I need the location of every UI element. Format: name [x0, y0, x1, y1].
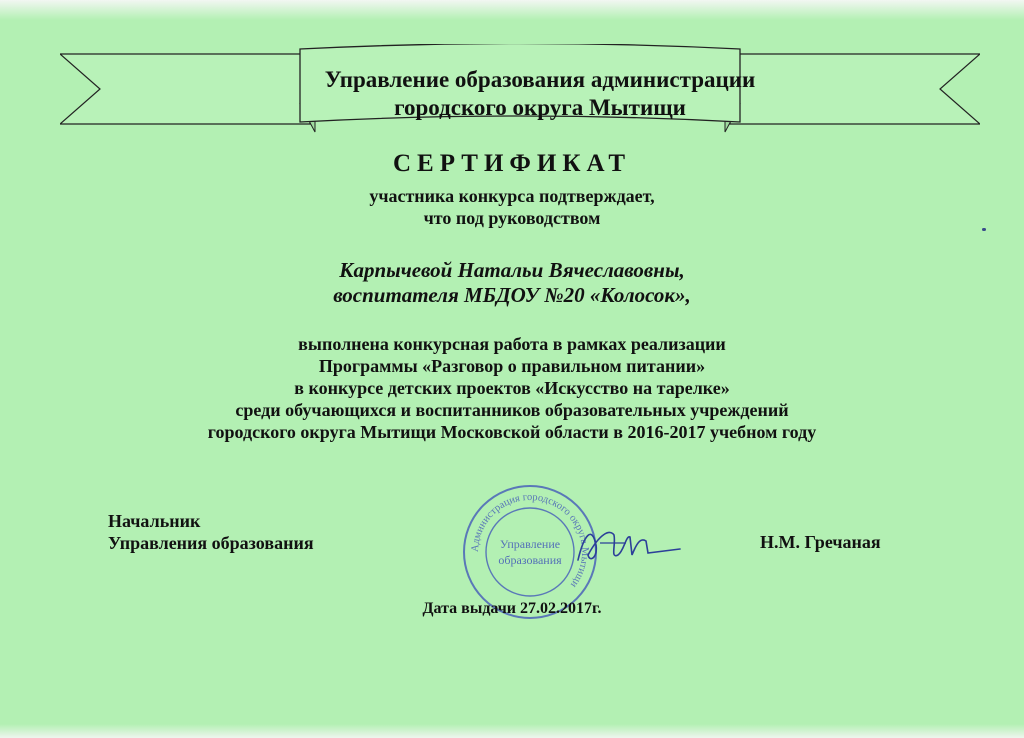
recipient-block [0, 258, 1024, 308]
signatory-name: Н.М. Гречаная [760, 532, 881, 552]
recipient-name: Карпычевой Натальи Вячеславовны, [339, 258, 685, 282]
intro-line-1: участника конкурса подтверждает, [369, 186, 655, 206]
scan-top-edge [0, 0, 1024, 20]
scan-speck [982, 228, 986, 231]
stamp-center-line-2: образования [498, 553, 562, 567]
issue-date: Дата выдачи 27.02.2017г. [422, 600, 602, 617]
signatory-position-line-2: Управления образования [108, 533, 314, 553]
intro-line-2: что под руководством [423, 208, 601, 228]
scan-bottom-edge [0, 724, 1024, 738]
body-line-1: выполнена конкурсная работа в рамках реализации [298, 334, 726, 354]
body-line-4: среди обучающихся и воспитанников образовательных учреждений [235, 400, 789, 420]
issuer-line-1: Управление образования администрации [324, 67, 756, 92]
body-text [0, 333, 1024, 443]
body-line-3: в конкурсе детских проектов «Искусство на тарелке» [294, 378, 730, 398]
signatory-position [108, 510, 314, 554]
body-line-2: Программы «Разговор о правильном питании» [318, 356, 706, 376]
signatory-position-line-1: Начальник [108, 511, 201, 531]
issuer-banner [300, 66, 780, 122]
issuer-line-2: городского округа Мытищи [394, 95, 686, 120]
body-line-5: городского округа Мытищи Московской области в 2016-2017 учебном году [207, 422, 817, 442]
certificate-title: СЕРТИФИКАТ [392, 150, 631, 177]
recipient-position: воспитателя МБДОУ №20 «Колосок», [333, 283, 691, 307]
intro-text [0, 185, 1024, 229]
stamp-ring-text: Администрация городского округа Мытищи [469, 491, 591, 590]
stamp-center-line-1: Управление [499, 537, 561, 551]
handwritten-signature [570, 515, 690, 575]
